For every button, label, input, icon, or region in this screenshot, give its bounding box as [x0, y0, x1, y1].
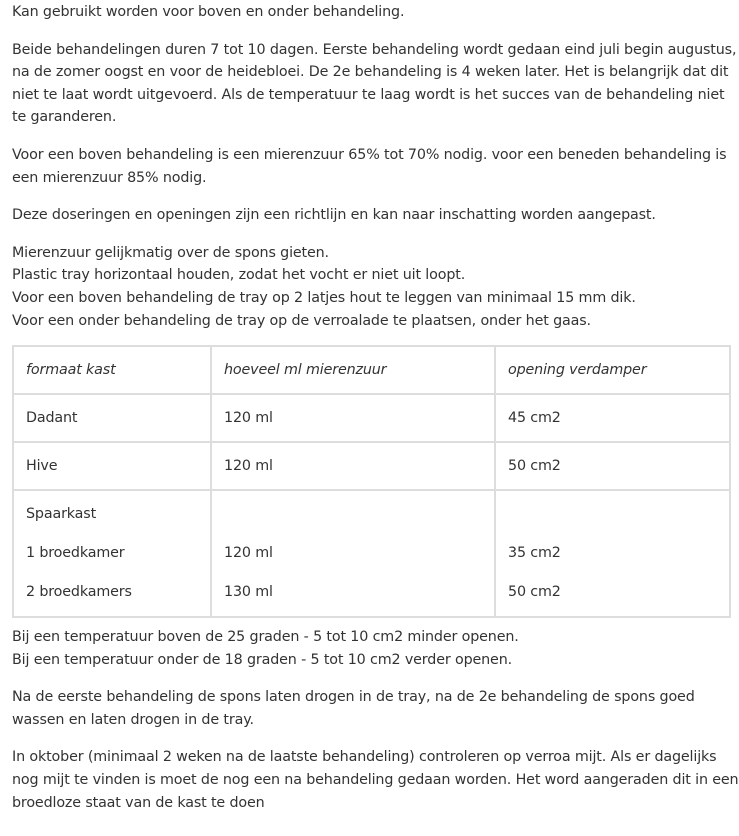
table-cell: Dadant	[13, 394, 211, 442]
table-cell	[495, 490, 730, 617]
table-header-cell	[211, 346, 495, 394]
paragraph-usage	[12, 1, 739, 24]
table-row-group	[13, 490, 730, 617]
text-line: Mierenzuur gelijkmatig over de spons gieten.	[12, 244, 329, 261]
paragraph-temperature	[12, 626, 739, 671]
group-row-opening: 35 cm2	[508, 544, 561, 561]
dosage-table	[12, 345, 731, 618]
paragraph-october-check	[12, 746, 739, 814]
paragraph-instructions	[12, 242, 739, 332]
group-row-label: 1 broedkamer	[26, 544, 125, 561]
text-line: Kan gebruikt worden voor boven en onder behandeling.	[12, 4, 405, 20]
table-cell	[211, 490, 495, 617]
text-line: Na de eerste behandeling de spons laten drogen in de tray, na de 2e behandeling de spons goed wassen en laten drogen in de tray.	[12, 689, 695, 728]
group-label: Spaarkast	[26, 506, 97, 523]
table-row	[13, 394, 730, 442]
spacer	[224, 503, 494, 542]
group-row-label: 2 broedkamers	[26, 583, 132, 600]
table-header-cell	[13, 346, 211, 394]
table-cell: 120 ml	[211, 442, 495, 490]
text-line: Plastic tray horizontaal houden, zodat het vocht er niet uit loopt.	[12, 267, 466, 284]
paragraph-concentration	[12, 144, 739, 189]
text-line: Bij een temperatuur onder de 18 graden - 5 tot 10 cm2 verder openen.	[12, 651, 512, 668]
paragraph-duration	[12, 39, 739, 129]
paragraph-drying	[12, 686, 739, 731]
table-cell: 45 cm2	[495, 394, 730, 442]
group-row-amount: 130 ml	[224, 583, 273, 600]
group-row-opening: 50 cm2	[508, 583, 561, 600]
table-cell: 120 ml	[211, 394, 495, 442]
text-line: Voor een boven behandeling de tray op 2 latjes hout te leggen van minimaal 15 mm dik.	[12, 289, 636, 306]
text-line: Deze doseringen en openingen zijn een richtlijn en kan naar inschatting worden aangepast.	[12, 207, 656, 224]
table-header-cell	[495, 346, 730, 394]
paragraph-guideline	[12, 204, 739, 227]
spacer	[508, 503, 729, 542]
header-opening: opening verdamper	[508, 361, 647, 378]
table-cell: Hive	[13, 442, 211, 490]
text-line: Bij een temperatuur boven de 25 graden - 5 tot 10 cm2 minder openen.	[12, 629, 519, 646]
dosage-table-wrapper	[12, 345, 739, 618]
table-cell	[13, 490, 211, 617]
table-row	[13, 442, 730, 490]
table-cell: 50 cm2	[495, 442, 730, 490]
table-header-row	[13, 346, 730, 394]
text-line: Voor een boven behandeling is een mierenzuur 65% tot 70% nodig. voor een beneden behandeling is een mierenzuur 85% nodig.	[12, 146, 727, 186]
text-line: Beide behandelingen duren 7 tot 10 dagen. Eerste behandeling wordt gedaan eind juli begin augustus, na de zomer oogst en voor de heidebloei. De 2e behandeling is 4 weken later. Het is belangrijk dat dit niet te laat wordt uitgevoerd. Als de temperatuur te laag wordt is het succes van de behandeling niet te garanderen.	[12, 41, 737, 126]
header-hive-format: formaat kast	[26, 361, 116, 378]
group-row-amount: 120 ml	[224, 544, 273, 561]
text-line: Voor een onder behandeling de tray op de verroalade te plaatsen, onder het gaas.	[12, 312, 591, 329]
header-amount: hoeveel ml mierenzuur	[224, 361, 387, 378]
text-line: In oktober (minimaal 2 weken na de laatste behandeling) controleren op verroa mijt. Als er dagelijks nog mijt te vinden is moet de nog een na behandeling gedaan worden. Het word aangeraden dit in een broedloze staat van de kast te doen	[12, 749, 739, 811]
